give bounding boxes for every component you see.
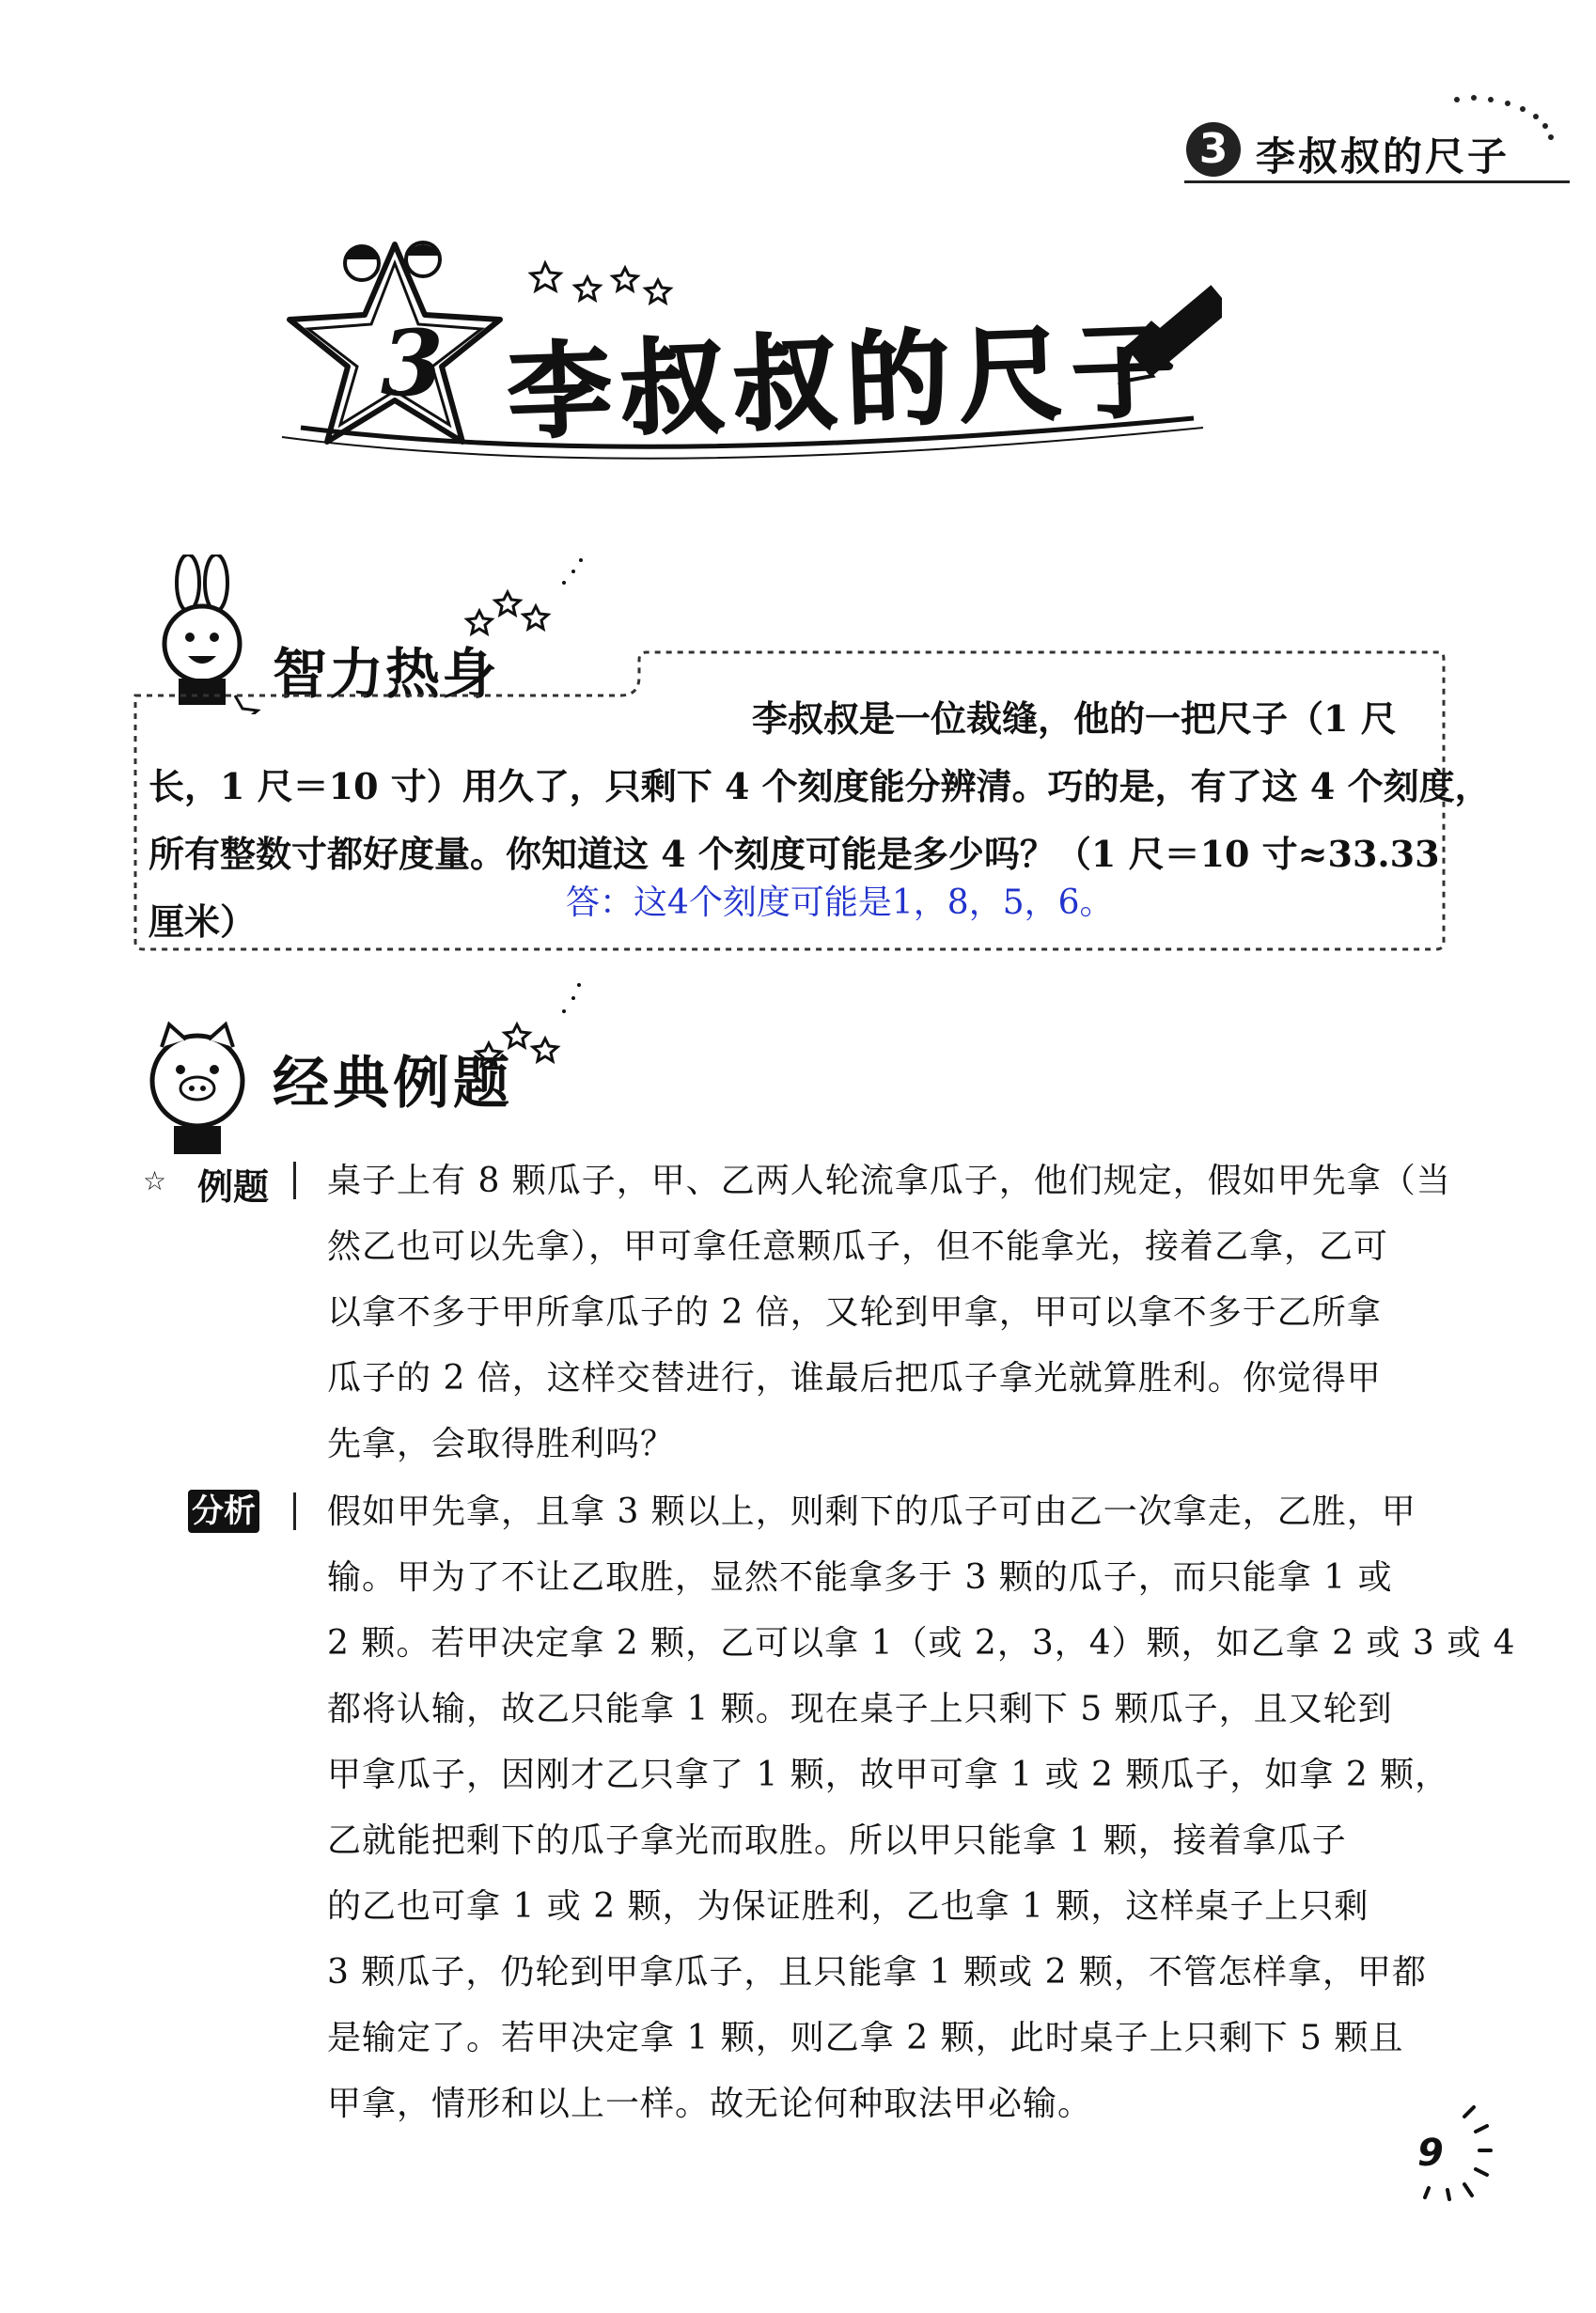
chapter-title: 李叔叔的尺子 <box>506 309 1187 454</box>
warmup-text-line: 李叔叔是一位裁缝，他的一把尺子（1 尺 <box>752 697 1397 740</box>
analysis-text-line: 甲拿，情形和以上一样。故无论何种取法甲必输。 <box>327 2085 1093 2123</box>
warmup-heading: 智力热身 <box>273 642 499 706</box>
chapter-number: 3 <box>381 310 444 416</box>
analysis-text-line: 的乙也可拿 1 或 2 颗，为保证胜利，乙也拿 1 颗，这样桌子上只剩 <box>327 1887 1369 1926</box>
example-star-icon: ☆ <box>143 1165 167 1196</box>
example-text-line: 先拿，会取得胜利吗？ <box>327 1425 676 1463</box>
header-rule <box>1184 180 1570 183</box>
analysis-text-line: 输。甲为了不让乙取胜，显然不能拿多于 3 颗的瓜子，而只能拿 1 或 <box>327 1558 1393 1597</box>
analysis-divider <box>293 1493 296 1530</box>
analysis-text-line: 是输定了。若甲决定拿 1 颗，则乙拿 2 颗，此时桌子上只剩下 5 颗且 <box>327 2019 1404 2057</box>
analysis-label: 分析 <box>188 1490 259 1533</box>
example-divider <box>293 1162 296 1199</box>
classic-heading: 经典例题 <box>273 1051 513 1117</box>
example-text-line: 桌子上有 8 颗瓜子，甲、乙两人轮流拿瓜子，他们规定，假如甲先拿（当 <box>327 1162 1451 1200</box>
header-chapter-badge: 3 <box>1186 122 1241 177</box>
example-label: 例题 <box>197 1166 270 1208</box>
warmup-answer: 答：这4个刻度可能是1，8，5，6。 <box>566 883 1114 922</box>
example-text-line: 然乙也可以先拿），甲可拿任意颗瓜子，但不能拿光，接着乙拿，乙可 <box>327 1227 1389 1266</box>
analysis-text-line: 乙就能把剩下的瓜子拿光而取胜。所以甲只能拿 1 颗，接着拿瓜子 <box>327 1821 1347 1860</box>
analysis-text-line: 甲拿瓜子，因刚才乙只拿了 1 颗，故甲可拿 1 或 2 颗瓜子，如拿 2 颗， <box>327 1756 1450 1794</box>
analysis-text-line: 2 颗。若甲决定拿 2 颗，乙可以拿 1（或 2，3，4）颗，如乙拿 2 或 3 或 4 <box>327 1624 1516 1663</box>
analysis-text-line: 假如甲先拿，且拿 3 颗以上，则剩下的瓜子可由乙一次拿走，乙胜，甲 <box>327 1493 1416 1531</box>
page-number: 9 <box>1417 2132 1444 2175</box>
warmup-text-line: 长，1 尺＝10 寸）用久了，只剩下 4 个刻度能分辨清。巧的是，有了这 4 个刻度， <box>149 765 1491 807</box>
example-text-line: 以拿不多于甲所拿瓜子的 2 倍，又轮到甲拿，甲可以拿不多于乙所拿 <box>327 1293 1382 1332</box>
analysis-text-line: 3 颗瓜子，仍轮到甲拿瓜子，且只能拿 1 颗或 2 颗，不管怎样拿，甲都 <box>327 1953 1427 1992</box>
warmup-text-line: 厘米） <box>149 900 257 943</box>
warmup-text-line: 所有整数寸都好度量。你知道这 4 个刻度可能是多少吗？（1 尺＝10 寸≈33.33 <box>149 833 1440 875</box>
example-text-line: 瓜子的 2 倍，这样交替进行，谁最后把瓜子拿光就算胜利。你觉得甲 <box>327 1359 1382 1398</box>
header-chapter-title: 李叔叔的尺子 <box>1256 133 1510 180</box>
analysis-text-line: 都将认输，故乙只能拿 1 颗。现在桌子上只剩下 5 颗瓜子，且又轮到 <box>327 1690 1393 1728</box>
